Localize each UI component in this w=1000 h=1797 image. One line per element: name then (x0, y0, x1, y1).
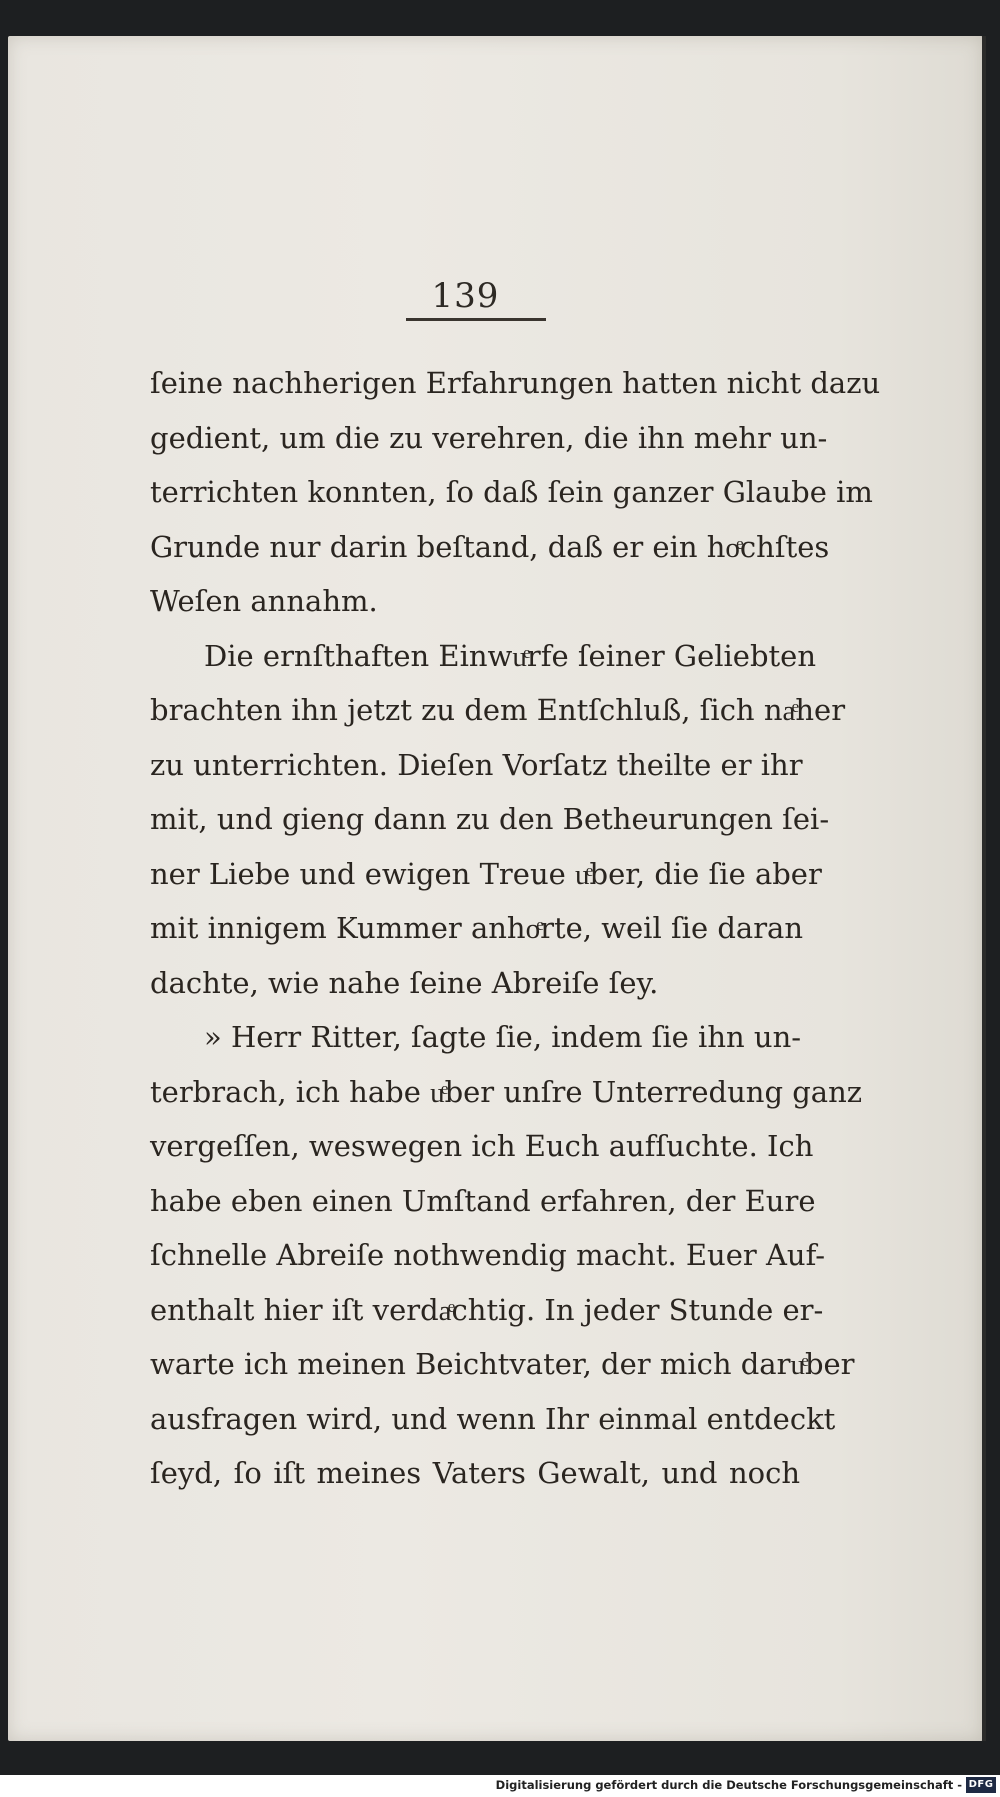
text-line: enthalt hier iſt verdaͤchtig. In jeder Stunde er- (150, 1292, 824, 1327)
text-line: zu unterrichten. Dieſen Vorſatz theilte er ihr (150, 747, 803, 782)
text-line: warte ich meinen Beichtvater, der mich daruͤber (150, 1347, 855, 1381)
text-line: ſeyd, ſo iſt meines Vaters Gewalt, und noch (150, 1456, 800, 1490)
text-line: terrichten konnten, ſo daß ſein ganzer Glaube im (150, 475, 873, 509)
body-text (150, 356, 881, 1501)
text-line: mit, und gieng dann zu den Betheurungen ſei- (150, 802, 830, 836)
page-edge-shadow (982, 36, 986, 1741)
text-line: » Herr Ritter, ſagte ſie, indem ſie ihn un- (204, 1020, 802, 1054)
text-line: habe eben einen Umſtand erfahren, der Eure (150, 1183, 816, 1218)
text-line: ausfragen wird, und wenn Ihr einmal entdeckt (150, 1401, 836, 1436)
text-line: brachten ihn jetzt zu dem Entſchluß, ſich naͤher (150, 693, 846, 727)
text-line: Die ernſthaften Einwuͤrfe ſeiner Geliebten (204, 638, 817, 673)
text-line: Grunde nur darin beſtand, daß er ein hoͤchſtes (150, 529, 830, 564)
text-line: dachte, wie nahe ſeine Abreiſe ſey. (150, 965, 659, 1000)
text-line: ſeine nachherigen Erfahrungen hatten nicht dazu (150, 366, 881, 400)
footer-bar (0, 1775, 1000, 1797)
header-rule (406, 318, 546, 321)
text-line: vergeſſen, weswegen ich Euch aufſuchte. Ich (150, 1129, 814, 1163)
text-line: terbrach, ich habe uͤber unſre Unterredung ganz (150, 1074, 863, 1109)
text-line: gedient, um die zu verehren, die ihn mehr un- (150, 420, 828, 455)
book-page (8, 36, 983, 1741)
text-line: ner Liebe und ewigen Treue uͤber, die ſie aber (150, 856, 822, 891)
dfg-logo: DFG (966, 1777, 996, 1793)
page-number (8, 276, 983, 316)
page-number-text: 139 (431, 276, 500, 316)
text-line: Weſen annahm. (150, 584, 378, 618)
text-line: mit innigem Kummer anhoͤrte, weil ſie daran (150, 911, 804, 945)
text-line: ſchnelle Abreiſe nothwendig macht. Euer Auf- (150, 1238, 826, 1272)
funding-credit: Digitalisierung gefördert durch die Deutsche Forschungsgemeinschaft - (495, 1778, 962, 1792)
